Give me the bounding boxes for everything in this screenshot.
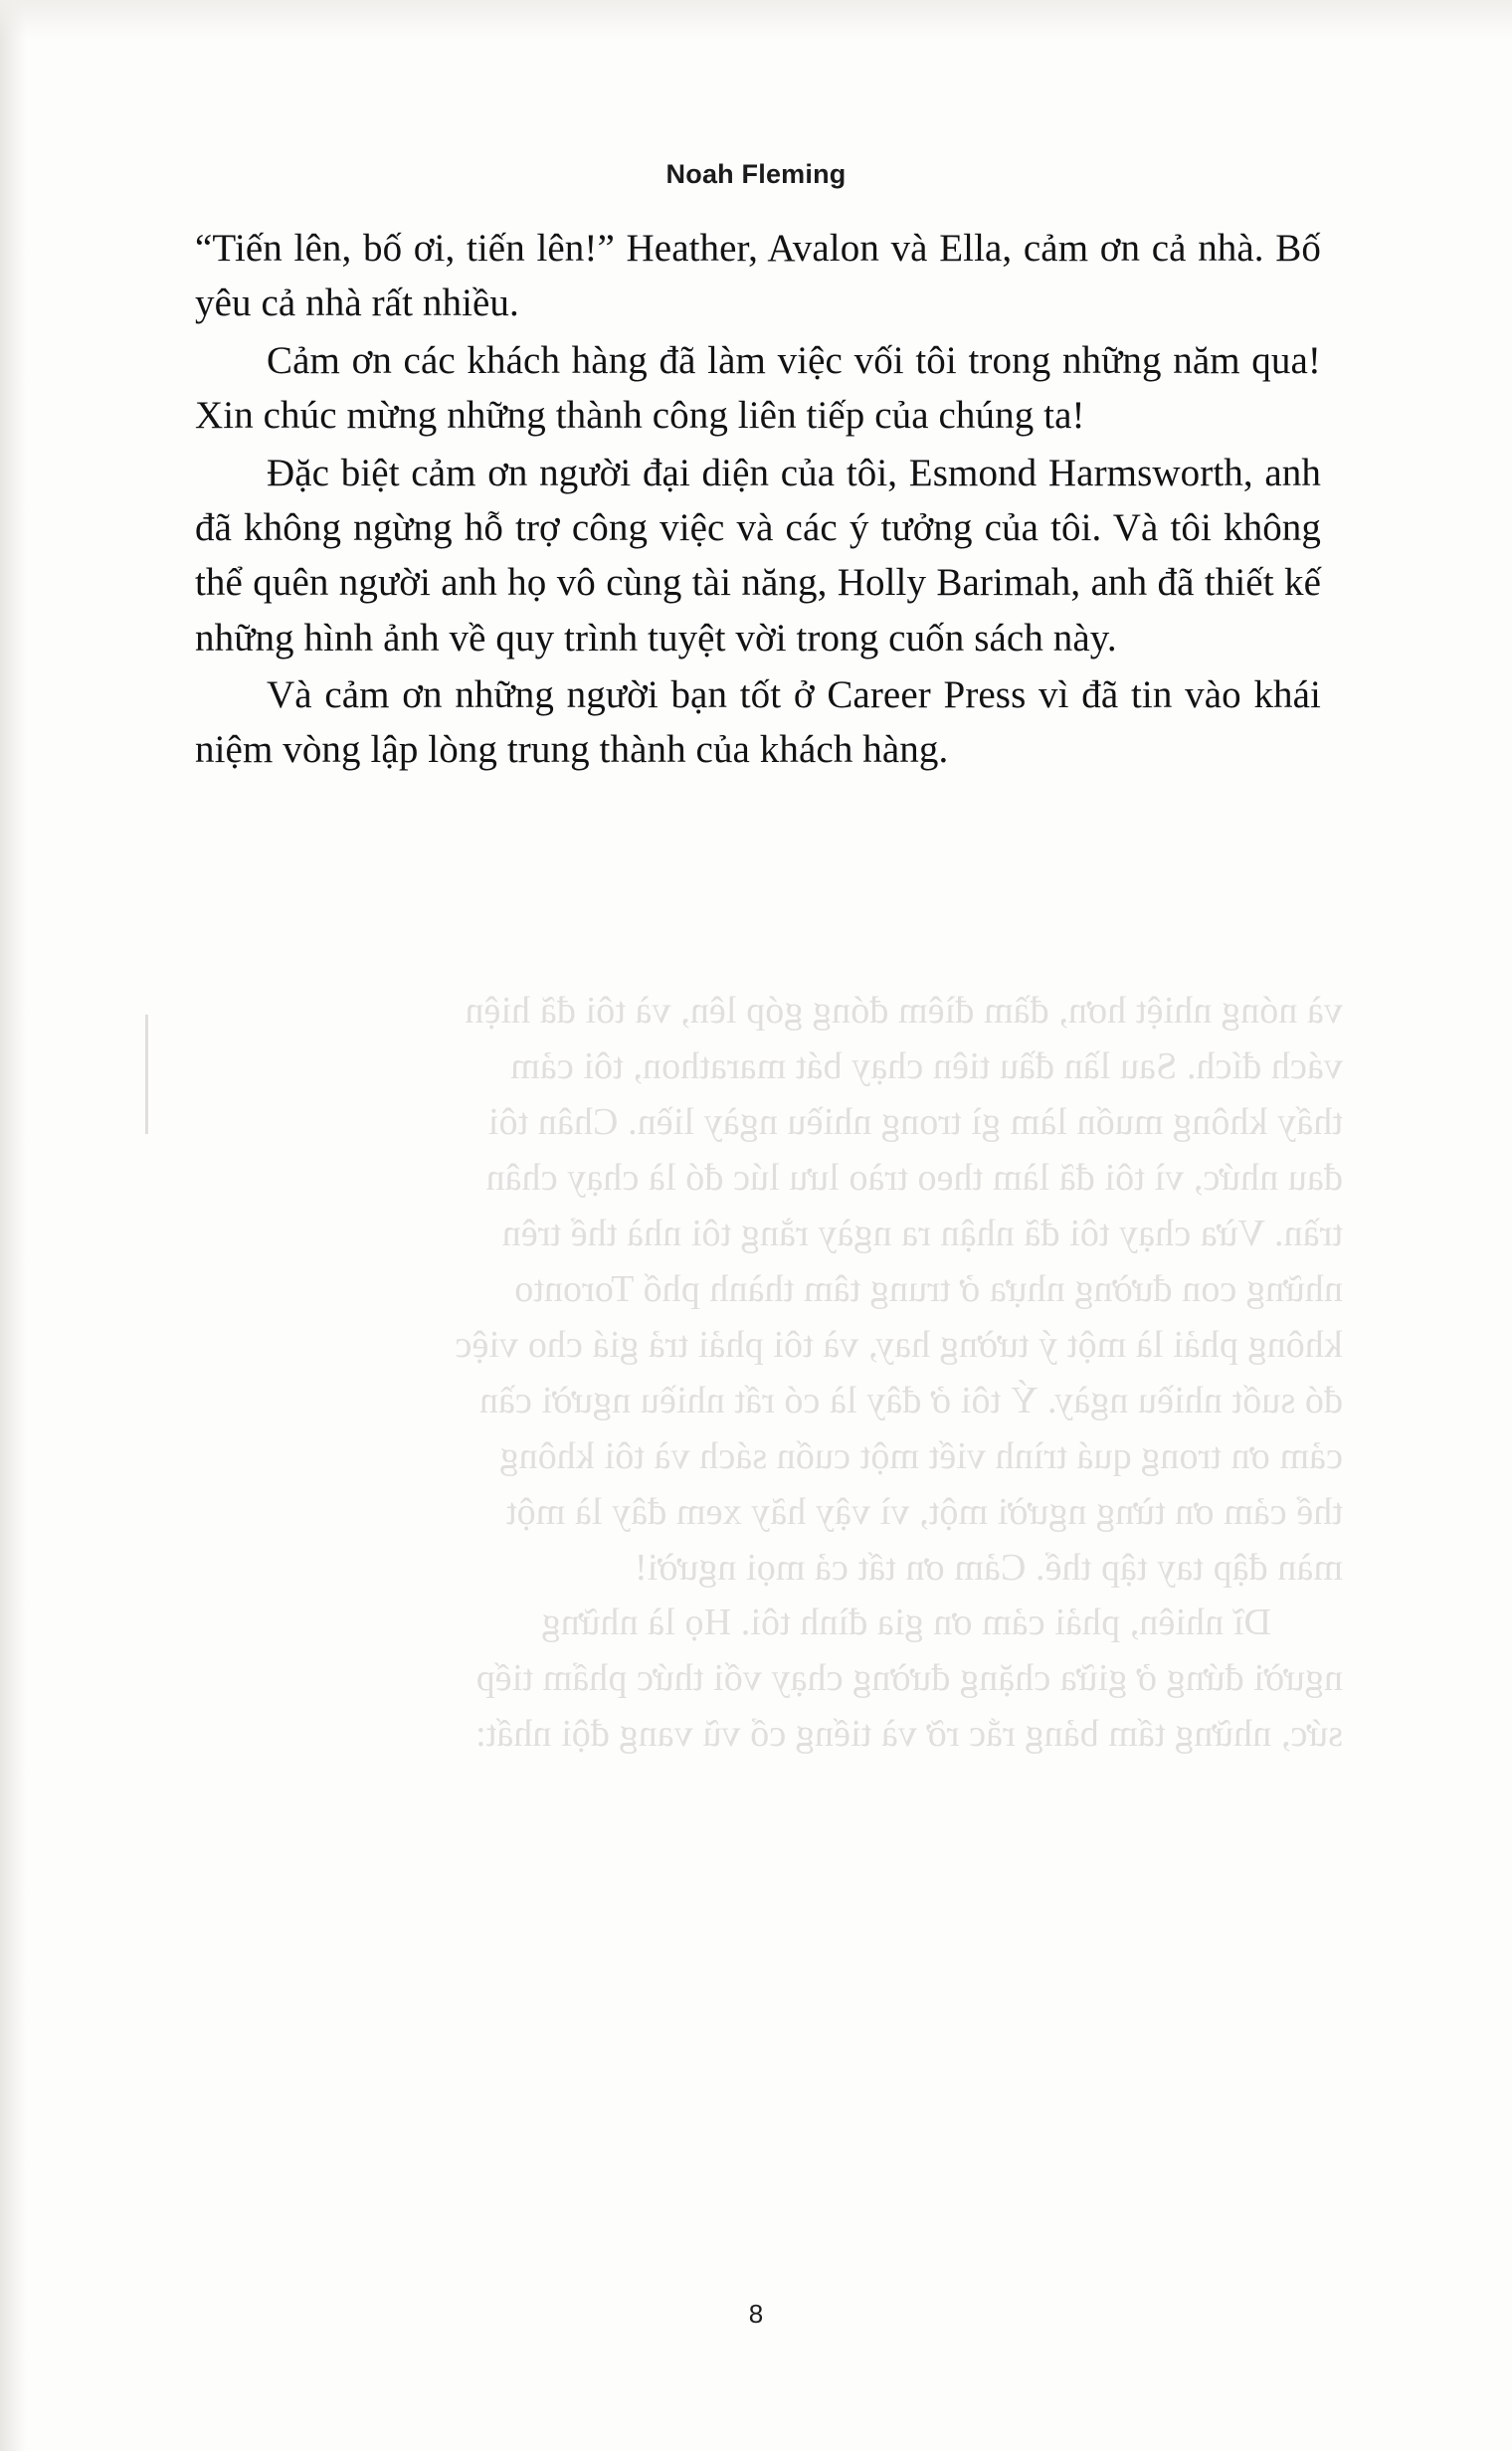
paragraph: Cảm ơn các khách hàng đã làm việc vối tôi trong những năm qua! Xin chúc mừng những thành công liên tiếp của chúng ta! bbox=[195, 338, 1321, 438]
page-edge-shading-left bbox=[0, 0, 26, 2451]
show-through-line: vách đích. Sau lần đầu tiên chạy bát marathon, tôi cảm bbox=[510, 1044, 1343, 1087]
show-through-line: trần. Vừa chạy tôi đã nhận ra ngày rằng tôi nhà thể trên bbox=[501, 1212, 1343, 1254]
show-through-line: và nóng nhiệt hơn, đầm đìêm đóng góp lên, và tôi đã hiện bbox=[465, 990, 1343, 1032]
show-through-line: Dĩ nhiên, phải cảm ơn gia đình tôi. Họ là những bbox=[541, 1602, 1271, 1644]
show-through-line: không phải là một ý tường hay, và tôi phải trả giá cho việc bbox=[455, 1323, 1343, 1366]
show-through-line: cảm ơn trong quá trình viết một cuốn sách và tôi không bbox=[499, 1434, 1343, 1477]
paragraph: Đặc biệt cảm ơn người đại diện của tôi, Esmond Harmsworth, anh đã không ngừng hỗ trợ công việc và các ý tưởng của tôi. Và tôi không thể quên người anh họ vô cùng tài năng, Holly Barimah, anh đã thiết kế những hình ảnh về quy trình tuyệt vời trong cuốn sách này. bbox=[195, 451, 1321, 660]
running-head: Noah Fleming bbox=[665, 159, 847, 189]
spine-mark bbox=[145, 1015, 148, 1134]
show-through-line: thể cảm ơn từng người một, vì vậy hãy xem đây là một bbox=[505, 1490, 1343, 1533]
show-through-line: người đứng ở giữa chặng đường chạy vối thức phẩm tiếp bbox=[475, 1657, 1343, 1700]
show-through-reverse-page bbox=[149, 985, 1343, 1762]
show-through-line: đau nhức, vì tôi đã làm theo trào lưu lúc đó là chạy chân bbox=[485, 1156, 1343, 1199]
page-number: 8 bbox=[748, 2299, 764, 2329]
paragraph: Và cảm ơn những người bạn tốt ở Career Press vì đã tin vào khái niệm vòng lập lòng trung thành của khách hàng. bbox=[195, 673, 1321, 772]
show-through-line: những con đường nhựa ở trung tâm thành phố Toronto bbox=[514, 1267, 1343, 1310]
show-through-line: thấy không muốn làm gì trong nhiều ngày liền. Chân tôi bbox=[487, 1100, 1343, 1143]
show-through-line: sức, những tấm bảng rắc rỡ và tiếng cổ vũ vang đội nhất: bbox=[474, 1713, 1343, 1756]
show-through-line: màn đập tay tập thể. Cảm ơn tất cả mọi người! bbox=[634, 1546, 1343, 1589]
body-text bbox=[195, 221, 1321, 778]
show-through-line: đó suốt nhiều ngày. Ý tôi ở đây là có rất nhiều người cần bbox=[478, 1379, 1343, 1421]
paragraph: “Tiến lên, bố ơi, tiến lên!” Heather, Avalon và Ella, cảm ơn cả nhà. Bố yêu cả nhà rất nhiều. bbox=[195, 227, 1321, 325]
page-edge-shading-top bbox=[0, 0, 1512, 40]
